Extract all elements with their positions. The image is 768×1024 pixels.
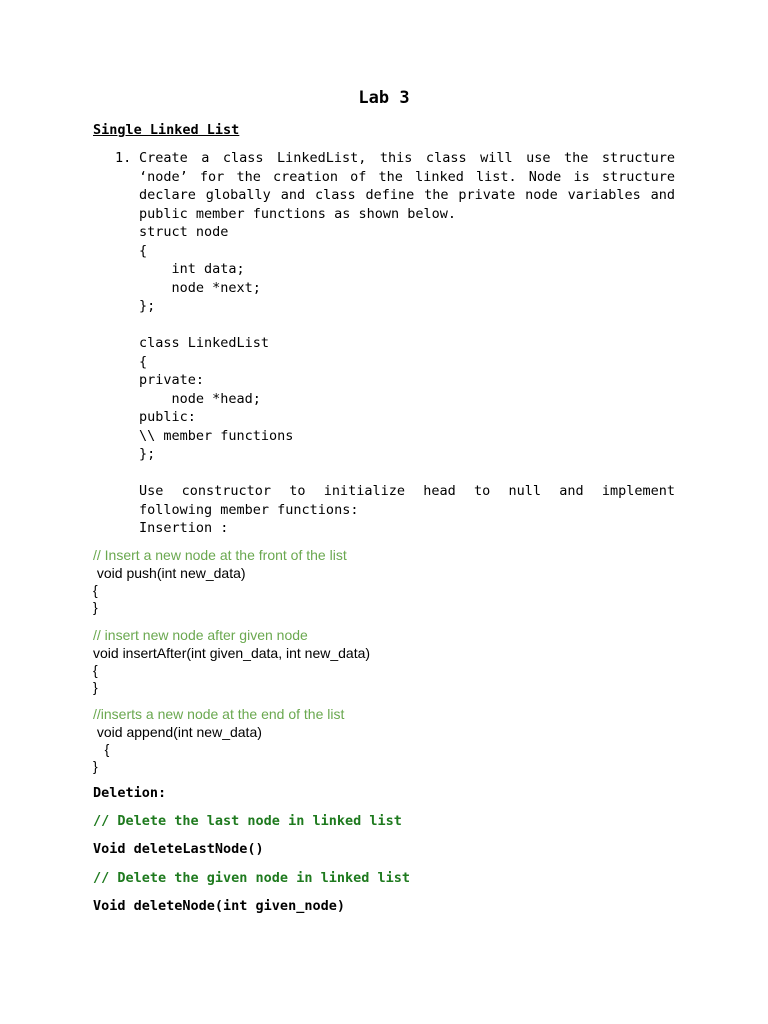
code-brace: {: [93, 661, 98, 678]
code-brace: {: [93, 740, 110, 757]
function-signature: void append(int new_data): [93, 723, 262, 740]
insertion-label: Insertion :: [139, 520, 229, 536]
code-line: int data;: [139, 261, 245, 277]
push-function-block: [93, 546, 347, 616]
code-line: {: [139, 353, 148, 370]
intro-line: Create a class LinkedList, this class will use the structure: [139, 150, 675, 166]
code-line: {: [139, 242, 148, 259]
code-line: node *head;: [139, 390, 261, 407]
function-signature: void insertAfter(int given_data, int new_data): [93, 644, 371, 661]
code-line: struct node: [139, 224, 229, 240]
deletion-label: Deletion:: [93, 785, 167, 801]
code-line: class LinkedList: [139, 335, 270, 351]
intro-line: declare globally and class define the private node variables and: [139, 187, 675, 203]
code-line: private:: [139, 372, 205, 388]
instruction-line: Use constructor to initialize head to null and implement: [139, 483, 675, 499]
document-title: Lab 3: [358, 88, 410, 108]
code-line: public:: [139, 409, 196, 425]
code-comment: // Insert a new node at the front of the list: [93, 547, 347, 563]
instruction-line: following member functions:: [139, 501, 359, 518]
code-brace: {: [93, 581, 98, 598]
code-comment: //inserts a new node at the end of the list: [93, 706, 345, 722]
function-signature: Void deleteNode(int given_node): [93, 898, 345, 914]
code-comment: // insert new node after given node: [93, 627, 308, 643]
intro-line: public member functions as shown below.: [139, 205, 456, 222]
code-line: node *next;: [139, 279, 261, 296]
code-brace: }: [93, 757, 98, 774]
list-item-1: [93, 149, 675, 538]
function-signature: Void deleteLastNode(): [93, 841, 264, 857]
code-line: };: [139, 446, 156, 462]
code-line: \\ member functions: [139, 427, 294, 444]
function-signature: void push(int new_data): [93, 564, 246, 581]
append-function-block: [93, 705, 344, 775]
insert-after-function-block: [93, 626, 370, 696]
intro-line: ‘node’ for the creation of the linked list. Node is structure: [139, 168, 675, 185]
code-brace: }: [93, 678, 98, 695]
code-comment: // Delete the last node in linked list: [93, 813, 402, 829]
code-line: };: [139, 298, 156, 314]
list-item-number: 1.: [115, 150, 132, 166]
code-comment: // Delete the given node in linked list: [93, 870, 410, 886]
code-brace: }: [93, 598, 98, 615]
section-heading: Single Linked List: [93, 122, 240, 138]
